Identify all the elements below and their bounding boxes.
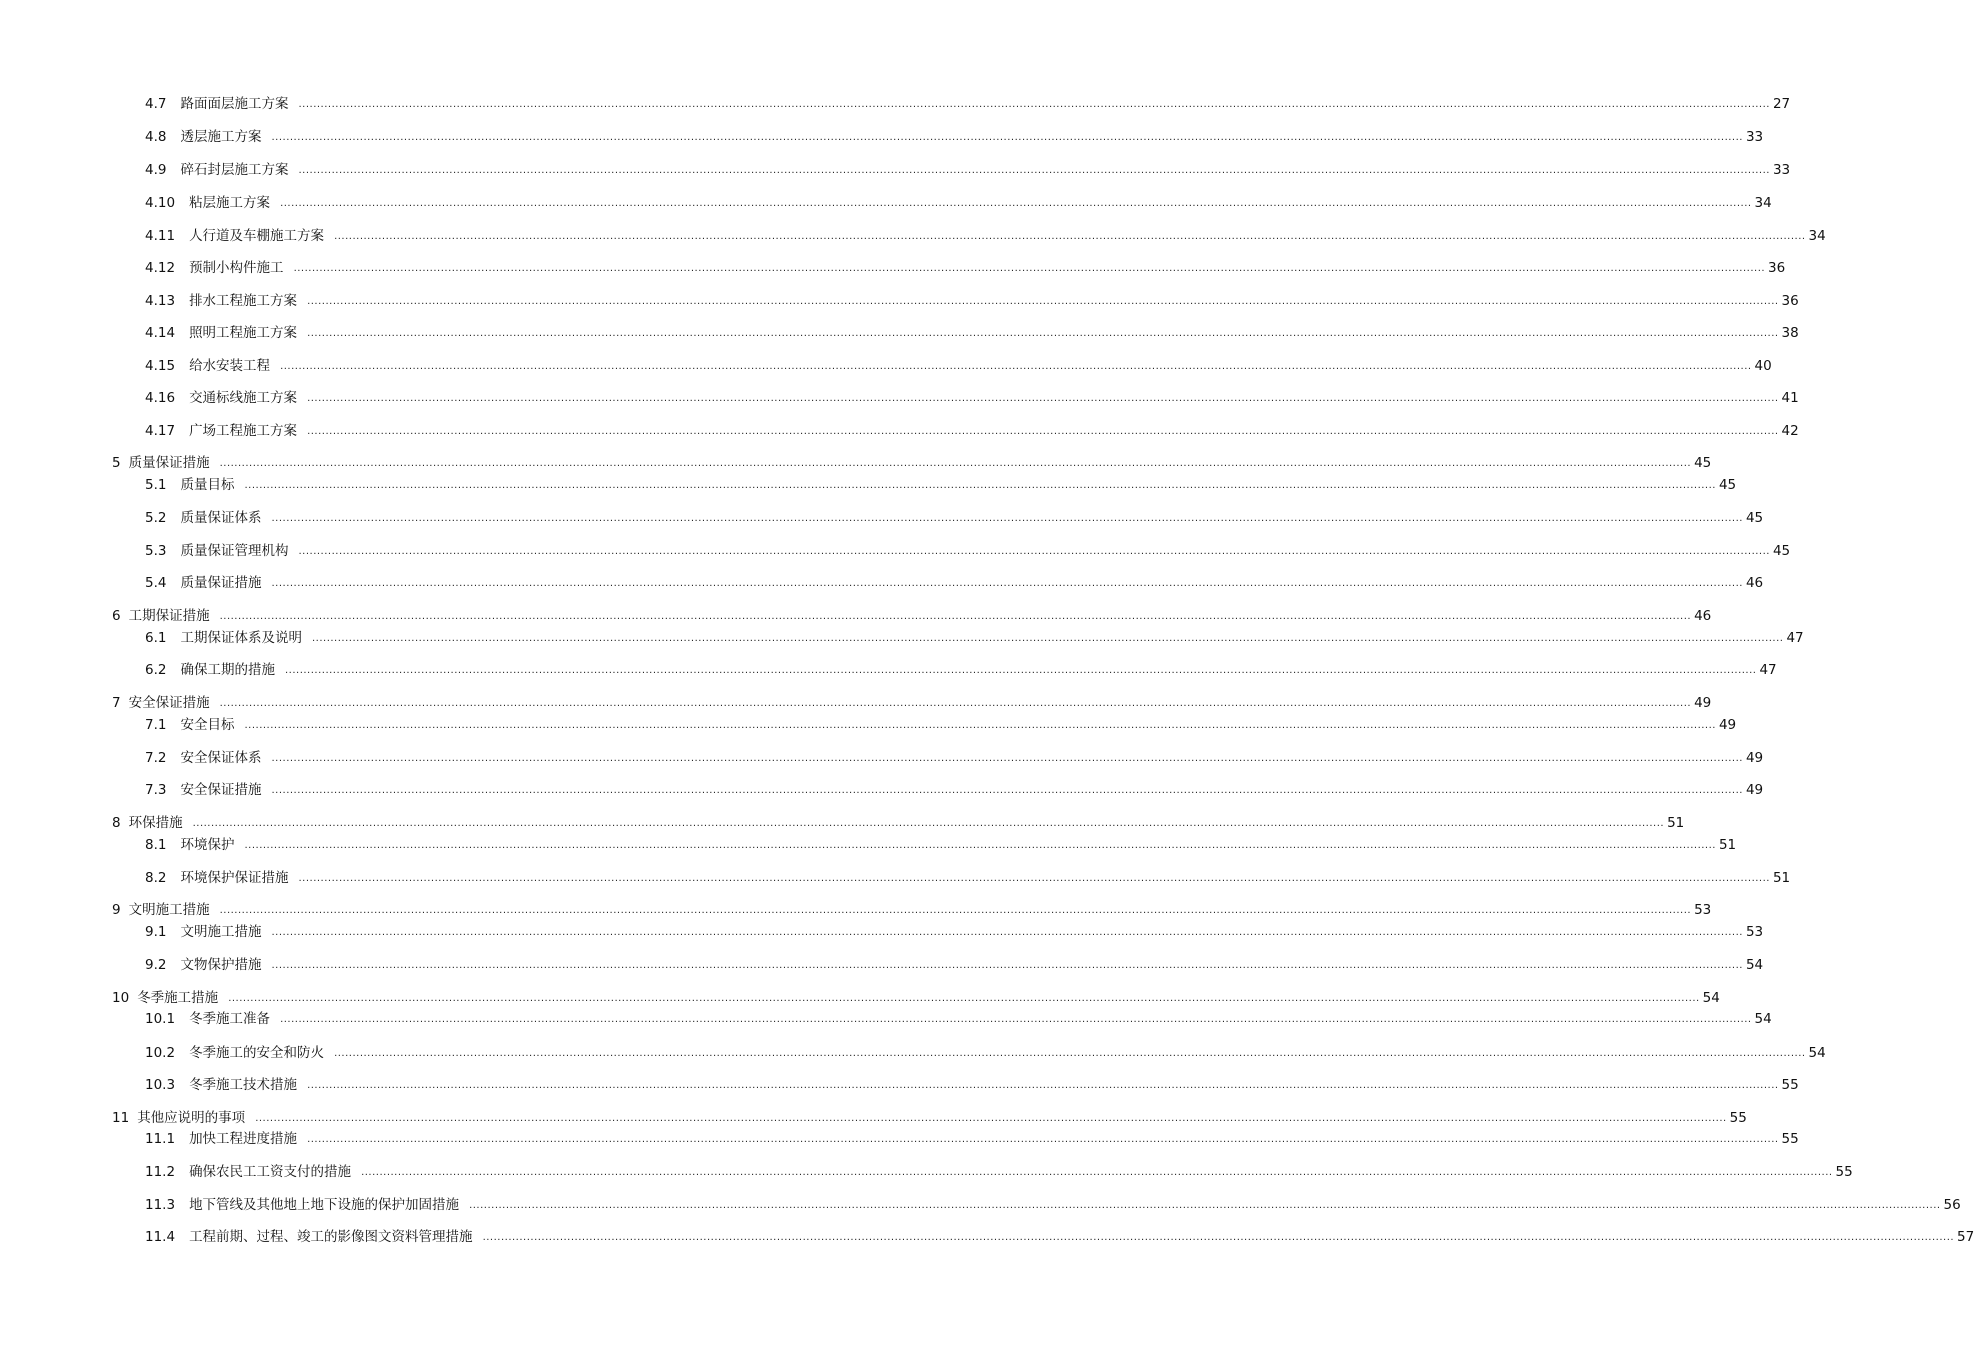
toc-entry-number: 8.1 bbox=[145, 837, 167, 853]
dot-leader: ................................................................................................................................................................................................................................................................................................................................................................................................................ bbox=[244, 840, 1716, 851]
toc-entry[interactable] bbox=[145, 539, 1791, 559]
dot-leader: ................................................................................................................................................................................................................................................................................................................................................................................................................ bbox=[361, 1167, 1833, 1178]
toc-entry-page-number: 57 bbox=[1957, 1229, 1974, 1245]
dot-leader: ................................................................................................................................................................................................................................................................................................................................................................................................................ bbox=[255, 1113, 1727, 1124]
toc-entry-number: 6 bbox=[112, 608, 121, 624]
toc-entry-page-number: 45 bbox=[1694, 455, 1712, 471]
toc-entry-number: 4.8 bbox=[145, 129, 167, 145]
toc-entry[interactable] bbox=[145, 1127, 1799, 1147]
toc-entry[interactable] bbox=[145, 778, 1764, 798]
toc-entry-number: 7.3 bbox=[145, 782, 167, 798]
toc-entry-number: 4.13 bbox=[145, 293, 176, 309]
dot-leader: ................................................................................................................................................................................................................................................................................................................................................................................................................ bbox=[307, 1134, 1779, 1145]
dot-leader: ................................................................................................................................................................................................................................................................................................................................................................................................................ bbox=[271, 785, 1743, 796]
toc-entry-page-number: 42 bbox=[1781, 423, 1799, 439]
toc-entry-number: 5.3 bbox=[145, 543, 167, 559]
toc-entry-page-number: 46 bbox=[1745, 575, 1764, 591]
toc-entry-number: 11.4 bbox=[145, 1229, 176, 1245]
toc-entry-page-number: 47 bbox=[1759, 662, 1777, 678]
toc-entry[interactable] bbox=[145, 920, 1764, 940]
toc-entry-page-number: 49 bbox=[1694, 695, 1712, 711]
toc-entry[interactable] bbox=[145, 571, 1764, 591]
dot-leader: ................................................................................................................................................................................................................................................................................................................................................................................................................ bbox=[271, 513, 1743, 524]
toc-entry-title: 给水安装工程 bbox=[189, 358, 271, 374]
toc-entry-number: 9 bbox=[112, 902, 121, 918]
toc-entry[interactable] bbox=[145, 833, 1737, 853]
toc-entry-title: 冬季施工技术措施 bbox=[189, 1077, 298, 1093]
toc-entry[interactable] bbox=[145, 289, 1799, 309]
dot-leader: ................................................................................................................................................................................................................................................................................................................................................................................................................ bbox=[334, 231, 1806, 242]
toc-entry[interactable] bbox=[145, 626, 1804, 646]
toc-entry-page-number: 36 bbox=[1768, 260, 1786, 276]
toc-entry-title: 粘层施工方案 bbox=[189, 195, 271, 211]
toc-entry-number: 4.16 bbox=[145, 390, 176, 406]
toc-entry[interactable] bbox=[145, 746, 1764, 766]
toc-entry-title: 环保措施 bbox=[128, 815, 183, 831]
toc-entry-page-number: 46 bbox=[1694, 608, 1712, 624]
toc-entry-title: 质量保证措施 bbox=[128, 455, 210, 471]
toc-entry-title: 质量保证措施 bbox=[180, 575, 262, 591]
toc-entry-page-number: 33 bbox=[1772, 162, 1791, 178]
toc-entry-title: 工期保证措施 bbox=[128, 608, 210, 624]
toc-entry[interactable] bbox=[145, 506, 1764, 526]
toc-entry-number: 10.2 bbox=[145, 1045, 176, 1061]
dot-leader: ................................................................................................................................................................................................................................................................................................................................................................................................................ bbox=[271, 927, 1743, 938]
dot-leader: ................................................................................................................................................................................................................................................................................................................................................................................................................ bbox=[307, 296, 1779, 307]
toc-entry-title: 工期保证体系及说明 bbox=[180, 630, 302, 646]
toc-entry-page-number: 38 bbox=[1781, 325, 1799, 341]
toc-entry[interactable] bbox=[145, 1225, 1974, 1245]
toc-entry-number: 11 bbox=[112, 1110, 130, 1126]
toc-entry-page-number: 54 bbox=[1754, 1011, 1772, 1027]
toc-entry-number: 7 bbox=[112, 695, 121, 711]
toc-entry-title: 其他应说明的事项 bbox=[137, 1110, 246, 1126]
toc-entry-title: 冬季施工准备 bbox=[189, 1011, 271, 1027]
toc-entry-number: 4.10 bbox=[145, 195, 176, 211]
toc-entry-title: 路面面层施工方案 bbox=[180, 96, 289, 112]
toc-entry-title: 文明施工措施 bbox=[180, 924, 262, 940]
toc-entry-page-number: 55 bbox=[1729, 1110, 1747, 1126]
toc-entry-title: 人行道及车棚施工方案 bbox=[189, 228, 325, 244]
toc-entry-page-number: 36 bbox=[1781, 293, 1799, 309]
toc-entry-number: 8 bbox=[112, 815, 121, 831]
toc-entry[interactable] bbox=[145, 386, 1799, 406]
toc-entry-number: 11.3 bbox=[145, 1197, 176, 1213]
toc-entry-title: 文明施工措施 bbox=[128, 902, 210, 918]
toc-entry-title: 透层施工方案 bbox=[180, 129, 262, 145]
dot-leader: ................................................................................................................................................................................................................................................................................................................................................................................................................ bbox=[298, 165, 1770, 176]
toc-entry[interactable] bbox=[145, 1041, 1826, 1061]
toc-entry[interactable] bbox=[145, 658, 1777, 678]
toc-entry-number: 7.2 bbox=[145, 750, 167, 766]
dot-leader: ................................................................................................................................................................................................................................................................................................................................................................................................................ bbox=[307, 426, 1779, 437]
toc-entry-title: 排水工程施工方案 bbox=[189, 293, 298, 309]
toc-entry-page-number: 53 bbox=[1694, 902, 1712, 918]
toc-entry-title: 安全保证体系 bbox=[180, 750, 262, 766]
dot-leader: ................................................................................................................................................................................................................................................................................................................................................................................................................ bbox=[244, 720, 1716, 731]
dot-leader: ................................................................................................................................................................................................................................................................................................................................................................................................................ bbox=[298, 546, 1770, 557]
dot-leader: ................................................................................................................................................................................................................................................................................................................................................................................................................ bbox=[469, 1200, 1941, 1211]
toc-entry-page-number: 41 bbox=[1781, 390, 1799, 406]
dot-leader: ................................................................................................................................................................................................................................................................................................................................................................................................................ bbox=[228, 993, 1700, 1004]
toc-entry-title: 工程前期、过程、竣工的影像图文资料管理措施 bbox=[189, 1229, 473, 1245]
toc-entry-title: 质量目标 bbox=[180, 477, 235, 493]
dot-leader: ................................................................................................................................................................................................................................................................................................................................................................................................................ bbox=[271, 578, 1743, 589]
toc-entry-title: 加快工程进度措施 bbox=[189, 1131, 298, 1147]
toc-entry-page-number: 45 bbox=[1745, 510, 1764, 526]
dot-leader: ................................................................................................................................................................................................................................................................................................................................................................................................................ bbox=[280, 198, 1752, 209]
toc-entry[interactable] bbox=[145, 1193, 1961, 1213]
toc-entry-page-number: 49 bbox=[1718, 717, 1737, 733]
toc-entry-page-number: 40 bbox=[1754, 358, 1772, 374]
toc-entry-number: 4.11 bbox=[145, 228, 176, 244]
toc-entry-page-number: 56 bbox=[1943, 1197, 1961, 1213]
toc-entry[interactable] bbox=[145, 158, 1791, 178]
toc-entry-title: 质量保证体系 bbox=[180, 510, 262, 526]
toc-entry-page-number: 34 bbox=[1754, 195, 1772, 211]
dot-leader: ................................................................................................................................................................................................................................................................................................................................................................................................................ bbox=[311, 633, 1784, 644]
dot-leader: ................................................................................................................................................................................................................................................................................................................................................................................................................ bbox=[219, 458, 1692, 469]
toc-entry-title: 冬季施工的安全和防火 bbox=[189, 1045, 325, 1061]
toc-entry-page-number: 34 bbox=[1808, 228, 1826, 244]
toc-entry[interactable] bbox=[145, 1007, 1772, 1027]
toc-entry-number: 11.2 bbox=[145, 1164, 176, 1180]
dot-leader: ................................................................................................................................................................................................................................................................................................................................................................................................................ bbox=[334, 1048, 1806, 1059]
toc-entry[interactable] bbox=[145, 953, 1764, 973]
toc-entry[interactable] bbox=[145, 224, 1826, 244]
toc-entry-number: 6.1 bbox=[145, 630, 167, 646]
toc-entry-number: 4.15 bbox=[145, 358, 176, 374]
toc-entry[interactable] bbox=[112, 986, 1720, 1006]
toc-entry[interactable] bbox=[145, 866, 1791, 886]
toc-entry[interactable] bbox=[145, 419, 1799, 439]
toc-entry-title: 预制小构件施工 bbox=[189, 260, 284, 276]
toc-entry[interactable] bbox=[112, 691, 1712, 711]
toc-entry[interactable] bbox=[112, 811, 1685, 831]
toc-entry-title: 文物保护措施 bbox=[180, 957, 262, 973]
toc-entry-page-number: 55 bbox=[1835, 1164, 1853, 1180]
dot-leader: ................................................................................................................................................................................................................................................................................................................................................................................................................ bbox=[219, 611, 1692, 622]
toc-entry-title: 照明工程施工方案 bbox=[189, 325, 298, 341]
toc-entry-page-number: 45 bbox=[1718, 477, 1737, 493]
dot-leader: ................................................................................................................................................................................................................................................................................................................................................................................................................ bbox=[307, 393, 1779, 404]
toc-entry-title: 地下管线及其他地上地下设施的保护加固措施 bbox=[189, 1197, 460, 1213]
toc-entry[interactable] bbox=[145, 1073, 1799, 1093]
toc-entry-number: 5.1 bbox=[145, 477, 167, 493]
dot-leader: ................................................................................................................................................................................................................................................................................................................................................................................................................ bbox=[271, 960, 1743, 971]
toc-entry[interactable] bbox=[145, 256, 1786, 276]
toc-entry-number: 10 bbox=[112, 990, 130, 1006]
dot-leader: ................................................................................................................................................................................................................................................................................................................................................................................................................ bbox=[280, 361, 1752, 372]
toc-entry-page-number: 45 bbox=[1772, 543, 1791, 559]
toc-entry-page-number: 51 bbox=[1718, 837, 1737, 853]
toc-entry[interactable] bbox=[112, 1106, 1747, 1126]
toc-entry[interactable] bbox=[145, 473, 1737, 493]
toc-entry-title: 安全保证措施 bbox=[180, 782, 262, 798]
toc-entry-number: 11.1 bbox=[145, 1131, 176, 1147]
toc-entry-title: 确保工期的措施 bbox=[180, 662, 275, 678]
toc-entry-title: 安全保证措施 bbox=[128, 695, 210, 711]
dot-leader: ................................................................................................................................................................................................................................................................................................................................................................................................................ bbox=[219, 698, 1692, 709]
dot-leader: ................................................................................................................................................................................................................................................................................................................................................................................................................ bbox=[280, 1014, 1752, 1025]
dot-leader: ................................................................................................................................................................................................................................................................................................................................................................................................................ bbox=[284, 665, 1757, 676]
toc-entry[interactable] bbox=[145, 354, 1772, 374]
dot-leader: ................................................................................................................................................................................................................................................................................................................................................................................................................ bbox=[192, 818, 1665, 829]
toc-entry-page-number: 55 bbox=[1781, 1077, 1799, 1093]
toc-entry-page-number: 51 bbox=[1772, 870, 1791, 886]
toc-entry-number: 4.17 bbox=[145, 423, 176, 439]
toc-entry-title: 环境保护 bbox=[180, 837, 235, 853]
toc-entry[interactable] bbox=[145, 321, 1799, 341]
dot-leader: ................................................................................................................................................................................................................................................................................................................................................................................................................ bbox=[298, 873, 1770, 884]
toc-entry-page-number: 54 bbox=[1808, 1045, 1826, 1061]
toc-entry-page-number: 54 bbox=[1745, 957, 1764, 973]
toc-entry-page-number: 55 bbox=[1781, 1131, 1799, 1147]
toc-entry[interactable] bbox=[145, 92, 1791, 112]
toc-entry-page-number: 54 bbox=[1702, 990, 1720, 1006]
toc-entry-title: 安全目标 bbox=[180, 717, 235, 733]
dot-leader: ................................................................................................................................................................................................................................................................................................................................................................................................................ bbox=[482, 1232, 1955, 1243]
toc-entry-number: 4.14 bbox=[145, 325, 176, 341]
toc-entry-number: 6.2 bbox=[145, 662, 167, 678]
dot-leader: ................................................................................................................................................................................................................................................................................................................................................................................................................ bbox=[293, 263, 1766, 274]
toc-entry-title: 冬季施工措施 bbox=[137, 990, 219, 1006]
toc-entry-page-number: 49 bbox=[1745, 782, 1764, 798]
toc-entry[interactable] bbox=[145, 125, 1764, 145]
toc-entry-number: 5.2 bbox=[145, 510, 167, 526]
toc-entry-title: 广场工程施工方案 bbox=[189, 423, 298, 439]
toc-entry-number: 10.3 bbox=[145, 1077, 176, 1093]
toc-entry-title: 环境保护保证措施 bbox=[180, 870, 289, 886]
dot-leader: ................................................................................................................................................................................................................................................................................................................................................................................................................ bbox=[244, 480, 1716, 491]
toc-entry-title: 交通标线施工方案 bbox=[189, 390, 298, 406]
toc-entry[interactable] bbox=[112, 604, 1712, 624]
toc-entry-page-number: 47 bbox=[1786, 630, 1804, 646]
toc-entry-number: 4.12 bbox=[145, 260, 176, 276]
dot-leader: ................................................................................................................................................................................................................................................................................................................................................................................................................ bbox=[298, 99, 1770, 110]
dot-leader: ................................................................................................................................................................................................................................................................................................................................................................................................................ bbox=[307, 1080, 1779, 1091]
toc-entry-title: 质量保证管理机构 bbox=[180, 543, 289, 559]
toc-entry-number: 10.1 bbox=[145, 1011, 176, 1027]
toc-entry-page-number: 51 bbox=[1667, 815, 1685, 831]
toc-entry[interactable] bbox=[112, 451, 1712, 471]
toc-entry-number: 8.2 bbox=[145, 870, 167, 886]
toc-entry-title: 碎石封层施工方案 bbox=[180, 162, 289, 178]
toc-entry[interactable] bbox=[145, 713, 1737, 733]
toc-entry-number: 4.7 bbox=[145, 96, 167, 112]
toc-entry-page-number: 49 bbox=[1745, 750, 1764, 766]
toc-entry-number: 5.4 bbox=[145, 575, 167, 591]
toc-entry[interactable] bbox=[145, 191, 1772, 211]
dot-leader: ................................................................................................................................................................................................................................................................................................................................................................................................................ bbox=[271, 753, 1743, 764]
toc-entry-number: 7.1 bbox=[145, 717, 167, 733]
toc-entry[interactable] bbox=[145, 1160, 1853, 1180]
toc-entry-number: 9.2 bbox=[145, 957, 167, 973]
toc-entry-number: 4.9 bbox=[145, 162, 167, 178]
toc-entry-page-number: 33 bbox=[1745, 129, 1764, 145]
dot-leader: ................................................................................................................................................................................................................................................................................................................................................................................................................ bbox=[271, 132, 1743, 143]
toc-entry-page-number: 53 bbox=[1745, 924, 1764, 940]
toc-entry-title: 确保农民工工资支付的措施 bbox=[189, 1164, 352, 1180]
toc-entry-number: 5 bbox=[112, 455, 121, 471]
toc-entry[interactable] bbox=[112, 898, 1712, 918]
dot-leader: ................................................................................................................................................................................................................................................................................................................................................................................................................ bbox=[219, 905, 1692, 916]
dot-leader: ................................................................................................................................................................................................................................................................................................................................................................................................................ bbox=[307, 328, 1779, 339]
toc-entry-page-number: 27 bbox=[1772, 96, 1791, 112]
toc-entry-number: 9.1 bbox=[145, 924, 167, 940]
